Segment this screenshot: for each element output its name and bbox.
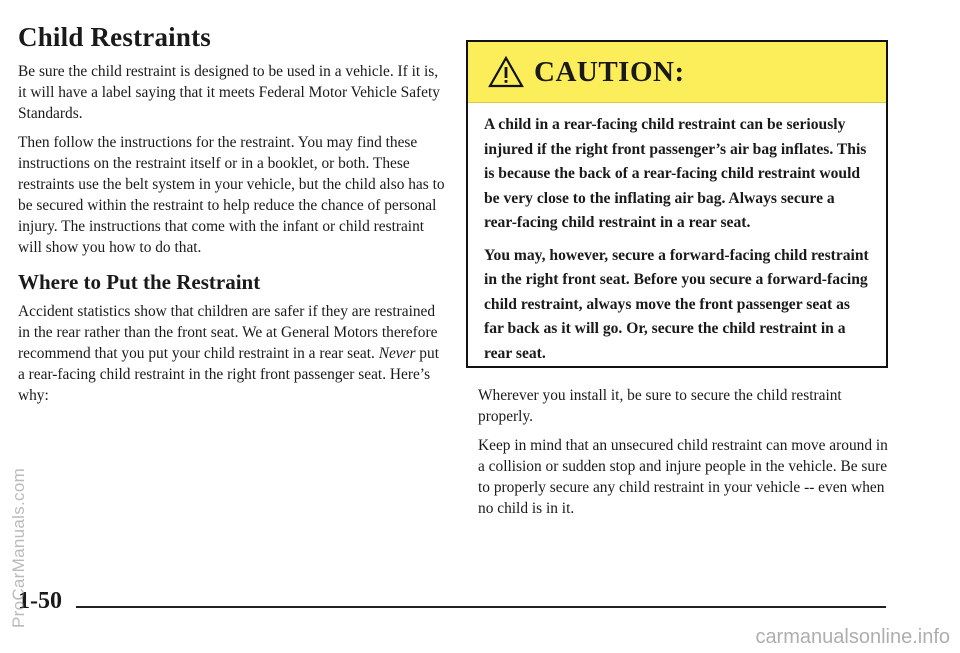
install-paragraph: Wherever you install it, be sure to secure the child restraint properly. — [478, 387, 842, 425]
subsection-title: Where to Put the Restraint — [18, 270, 261, 295]
page-number: 1-50 — [18, 588, 62, 614]
footer-rule — [76, 606, 886, 608]
caution-box — [466, 40, 888, 368]
left-column — [18, 22, 446, 414]
side-watermark: ProCarManuals.com — [9, 467, 28, 628]
caution-body — [468, 103, 886, 366]
placement-text-end: put a rear-facing child restraint in the right front passenger seat. Here’s why: — [18, 345, 439, 405]
section-title: Child Restraints — [18, 22, 211, 52]
bottom-watermark: carmanualsonline.info — [755, 626, 950, 648]
caution-paragraph-1: A child in a rear-facing child restraint can be seriously injured if the right front passenger’s air bag inflates. This is because the back of a rear-facing child restraint would be very close to the inflating air bag. Always secure a rear-facing child restraint in a rear seat. — [484, 116, 867, 231]
right-column-text — [478, 385, 898, 527]
caution-title: CAUTION: — [534, 55, 685, 88]
placement-text-start: Accident statistics show that children are safer if they are restrained in the rear rather than the front seat. We at General Motors therefore recommend that you put your child restraint in a rear seat. — [18, 303, 438, 363]
instructions-paragraph: Then follow the instructions for the restraint. You may find these instructions on the restraint itself or in a booklet, or both. These restraints use the belt system in your vehicle, but the child also has to be secured within the restraint to help reduce the chance of personal injury. The instructions that come with the infant or child restraint will show you how to do that. — [18, 134, 445, 257]
unsecured-paragraph: Keep in mind that an unsecured child restraint can move around in a collision or sudden stop and injure people in the vehicle. Be sure to properly secure any child restraint in your vehicle -- even when no child is in it. — [478, 437, 888, 517]
intro-paragraph: Be sure the child restraint is designed to be used in a vehicle. If it is, it will have a label saying that it meets Federal Motor Vehicle Safety Standards. — [18, 63, 440, 123]
placement-paragraph — [18, 301, 446, 406]
warning-triangle-icon — [488, 56, 524, 88]
never-emphasis: Never — [378, 345, 416, 363]
caution-paragraph-2: You may, however, secure a forward-facing child restraint in the right front seat. Before you secure a forward-facing child restraint, always move the front passenger seat as far back as it will go. Or, secure the child restraint in a rear seat. — [484, 246, 869, 362]
caution-header — [468, 42, 886, 103]
